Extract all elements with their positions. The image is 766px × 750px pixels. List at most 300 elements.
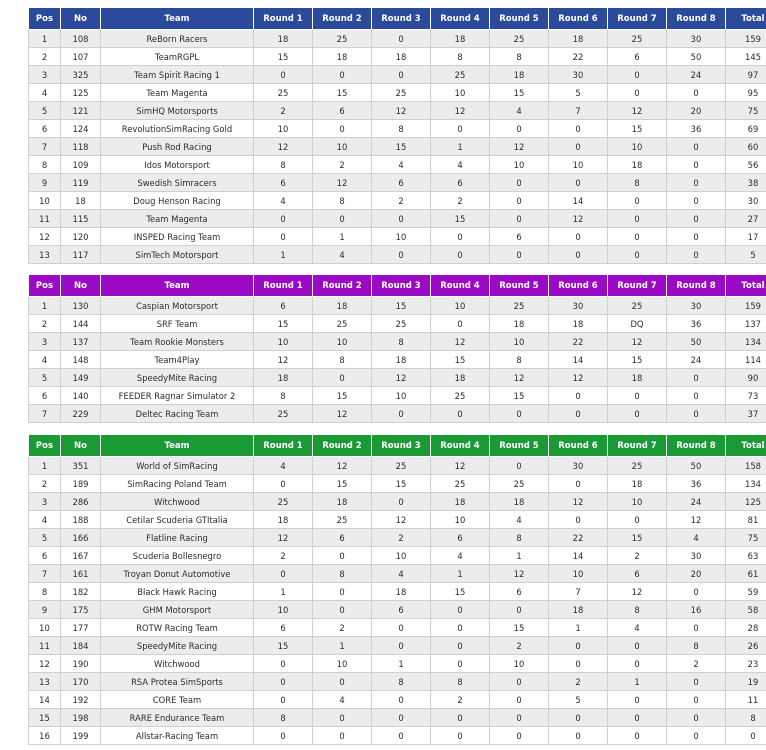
table-cell: 5 xyxy=(29,102,61,120)
table-row xyxy=(29,102,766,120)
table-cell: 0 xyxy=(254,673,313,691)
table-cell: 0 xyxy=(549,405,608,423)
table-cell: 18 xyxy=(490,66,549,84)
table-cell: 18 xyxy=(431,369,490,387)
table-cell: 158 xyxy=(726,457,766,475)
table-row xyxy=(29,457,766,475)
column-header: Round 7 xyxy=(608,435,667,457)
table-cell: 15 xyxy=(490,387,549,405)
table-cell: 12 xyxy=(254,529,313,547)
table-cell: 0 xyxy=(313,673,372,691)
table-cell: 0 xyxy=(549,709,608,727)
table-cell: 0 xyxy=(313,120,372,138)
table-cell: 8 xyxy=(313,351,372,369)
column-header: Round 4 xyxy=(431,8,490,30)
table-cell: 14 xyxy=(29,691,61,709)
table-row xyxy=(29,246,766,264)
table-cell: 16 xyxy=(29,727,61,745)
table-cell: 18 xyxy=(313,493,372,511)
table-row xyxy=(29,583,766,601)
table-cell: 0 xyxy=(549,246,608,264)
table-cell: 10 xyxy=(254,120,313,138)
table-cell: 0 xyxy=(372,691,431,709)
column-header: Total xyxy=(726,8,766,30)
table-cell: 0 xyxy=(549,174,608,192)
table-cell: 22 xyxy=(549,333,608,351)
table-cell: Troyan Donut Automotive xyxy=(101,565,254,583)
table-row xyxy=(29,601,766,619)
table-cell: 10 xyxy=(549,156,608,174)
table-cell: 6 xyxy=(29,387,61,405)
table-cell: 58 xyxy=(726,601,766,619)
table-cell: 4 xyxy=(608,619,667,637)
table-cell: SpeedyMite Racing xyxy=(101,637,254,655)
table-cell: 10 xyxy=(431,84,490,102)
table-cell: 0 xyxy=(254,475,313,493)
table-cell: 30 xyxy=(667,547,726,565)
table-cell: 0 xyxy=(490,405,549,423)
table-cell: 0 xyxy=(254,210,313,228)
table-cell: 2 xyxy=(608,547,667,565)
table-cell: 0 xyxy=(608,84,667,102)
table-cell: 2 xyxy=(313,156,372,174)
table-cell: 199 xyxy=(61,727,101,745)
table-cell: 0 xyxy=(431,315,490,333)
table-cell: 0 xyxy=(667,192,726,210)
table-cell: SimHQ Motorsports xyxy=(101,102,254,120)
column-header: Round 4 xyxy=(431,275,490,297)
table-cell: 12 xyxy=(549,210,608,228)
table-cell: 6 xyxy=(372,174,431,192)
table-cell: 4 xyxy=(313,691,372,709)
table-cell: Witchwood xyxy=(101,655,254,673)
table-row xyxy=(29,691,766,709)
table-cell: 0 xyxy=(431,246,490,264)
column-header: Round 5 xyxy=(490,435,549,457)
table-cell: 4 xyxy=(431,156,490,174)
table-cell: 18 xyxy=(490,493,549,511)
table-cell: 8 xyxy=(667,637,726,655)
table-cell: 25 xyxy=(608,457,667,475)
table-cell: 0 xyxy=(608,66,667,84)
table-cell: 0 xyxy=(549,228,608,246)
table-cell: 22 xyxy=(549,529,608,547)
table-cell: 2 xyxy=(549,673,608,691)
table-cell: 12 xyxy=(29,655,61,673)
table-cell: 24 xyxy=(667,66,726,84)
table-row xyxy=(29,138,766,156)
table-cell: CORE Team xyxy=(101,691,254,709)
table-cell: 59 xyxy=(726,583,766,601)
table-cell: 25 xyxy=(254,405,313,423)
table-cell: 1 xyxy=(29,30,61,48)
table-row xyxy=(29,547,766,565)
table-cell: 1 xyxy=(254,246,313,264)
standings-table-class-1 xyxy=(28,7,766,264)
table-cell: 3 xyxy=(29,493,61,511)
table-cell: 120 xyxy=(61,228,101,246)
table-cell: 6 xyxy=(29,547,61,565)
table-row xyxy=(29,192,766,210)
table-cell: 4 xyxy=(29,351,61,369)
table-cell: 27 xyxy=(726,210,766,228)
table-cell: 15 xyxy=(29,709,61,727)
table-cell: 137 xyxy=(726,315,766,333)
table-cell: 0 xyxy=(254,691,313,709)
table-cell: 0 xyxy=(431,727,490,745)
table-cell: Team Rookie Monsters xyxy=(101,333,254,351)
table-cell: 10 xyxy=(490,333,549,351)
table-cell: 0 xyxy=(608,691,667,709)
table-cell: 1 xyxy=(431,565,490,583)
table-cell: Deltec Racing Team xyxy=(101,405,254,423)
table-cell: 15 xyxy=(254,48,313,66)
table-cell: 90 xyxy=(726,369,766,387)
table-cell: 148 xyxy=(61,351,101,369)
table-cell: GHM Motorsport xyxy=(101,601,254,619)
table-cell: Witchwood xyxy=(101,493,254,511)
table-cell: 0 xyxy=(372,405,431,423)
table-cell: 159 xyxy=(726,30,766,48)
table-cell: 192 xyxy=(61,691,101,709)
table-cell: 8 xyxy=(608,174,667,192)
table-cell: 10 xyxy=(254,333,313,351)
table-cell: 25 xyxy=(313,315,372,333)
table-cell: 0 xyxy=(549,511,608,529)
table-cell: 3 xyxy=(29,333,61,351)
column-header: Round 5 xyxy=(490,8,549,30)
table-cell: 0 xyxy=(431,405,490,423)
table-cell: 0 xyxy=(313,210,372,228)
table-cell: 6 xyxy=(431,174,490,192)
table-cell: 2 xyxy=(29,475,61,493)
table-row xyxy=(29,333,766,351)
column-header: Round 2 xyxy=(313,275,372,297)
header-row xyxy=(29,8,766,30)
table-row xyxy=(29,48,766,66)
table-cell: 8 xyxy=(313,565,372,583)
table-cell: 69 xyxy=(726,120,766,138)
table-cell: DQ xyxy=(608,315,667,333)
table-cell: 15 xyxy=(608,529,667,547)
table-cell: 108 xyxy=(61,30,101,48)
column-header: Round 2 xyxy=(313,435,372,457)
column-header: Total xyxy=(726,275,766,297)
column-header: Round 7 xyxy=(608,275,667,297)
table-cell: 18 xyxy=(254,511,313,529)
table-cell: SimRacing Poland Team xyxy=(101,475,254,493)
table-cell: 18 xyxy=(608,369,667,387)
table-cell: 18 xyxy=(313,297,372,315)
column-header: Round 5 xyxy=(490,275,549,297)
table-row xyxy=(29,84,766,102)
column-header: Pos xyxy=(29,8,61,30)
table-cell: 0 xyxy=(490,673,549,691)
table-cell: 38 xyxy=(726,174,766,192)
table-cell: 25 xyxy=(490,30,549,48)
column-header: Round 3 xyxy=(372,8,431,30)
table-cell: 109 xyxy=(61,156,101,174)
table-cell: 12 xyxy=(372,369,431,387)
column-header: Round 1 xyxy=(254,8,313,30)
table-cell: 24 xyxy=(667,351,726,369)
table-cell: 30 xyxy=(549,66,608,84)
table-cell: 0 xyxy=(667,228,726,246)
table-cell: 229 xyxy=(61,405,101,423)
table-cell: 121 xyxy=(61,102,101,120)
table-cell: 2 xyxy=(29,315,61,333)
table-row xyxy=(29,351,766,369)
table-cell: 6 xyxy=(29,120,61,138)
table-cell: 189 xyxy=(61,475,101,493)
table-cell: 63 xyxy=(726,547,766,565)
table-cell: 6 xyxy=(313,529,372,547)
table-cell: 8 xyxy=(372,673,431,691)
table-cell: 159 xyxy=(726,297,766,315)
table-cell: 0 xyxy=(372,493,431,511)
table-cell: 25 xyxy=(490,297,549,315)
column-header: Team xyxy=(101,435,254,457)
table-cell: TeamRGPL xyxy=(101,48,254,66)
table-cell: 7 xyxy=(29,138,61,156)
table-cell: 0 xyxy=(667,246,726,264)
table-cell: 0 xyxy=(490,192,549,210)
table-cell: 286 xyxy=(61,493,101,511)
table-cell: 8 xyxy=(254,709,313,727)
table-cell: 11 xyxy=(726,691,766,709)
table-cell: 0 xyxy=(608,511,667,529)
table-cell: 6 xyxy=(490,228,549,246)
table-cell: 124 xyxy=(61,120,101,138)
table-cell: 0 xyxy=(608,405,667,423)
table-cell: 0 xyxy=(608,655,667,673)
table-cell: 97 xyxy=(726,66,766,84)
table-cell: 12 xyxy=(372,511,431,529)
table-cell: 5 xyxy=(29,369,61,387)
table-cell: 8 xyxy=(608,601,667,619)
table-cell: 0 xyxy=(608,192,667,210)
column-header: Round 6 xyxy=(549,435,608,457)
table-cell: 0 xyxy=(549,120,608,138)
table-cell: 0 xyxy=(667,138,726,156)
table-cell: 0 xyxy=(608,210,667,228)
table-cell: World of SimRacing xyxy=(101,457,254,475)
table-cell: 18 xyxy=(608,475,667,493)
table-cell: Team Magenta xyxy=(101,210,254,228)
table-cell: 4 xyxy=(431,547,490,565)
table-cell: 0 xyxy=(667,156,726,174)
table-cell: 18 xyxy=(372,48,431,66)
table-cell: 8 xyxy=(254,156,313,174)
table-cell: Black Hawk Racing xyxy=(101,583,254,601)
table-cell: FEEDER Ragnar Simulator 2 xyxy=(101,387,254,405)
table-cell: 0 xyxy=(372,709,431,727)
table-cell: 0 xyxy=(431,619,490,637)
table-cell: 14 xyxy=(549,192,608,210)
table-cell: 12 xyxy=(29,228,61,246)
table-cell: 60 xyxy=(726,138,766,156)
table-cell: 2 xyxy=(372,529,431,547)
table-cell: 0 xyxy=(490,601,549,619)
table-cell: 0 xyxy=(726,727,766,745)
table-cell: 25 xyxy=(431,66,490,84)
table-cell: 0 xyxy=(490,174,549,192)
table-cell: 0 xyxy=(667,387,726,405)
table-cell: Idos Motorsport xyxy=(101,156,254,174)
column-header: Round 4 xyxy=(431,435,490,457)
column-header: No xyxy=(61,275,101,297)
table-cell: 0 xyxy=(667,727,726,745)
column-header: Pos xyxy=(29,435,61,457)
table-cell: 8 xyxy=(490,48,549,66)
table-cell: 166 xyxy=(61,529,101,547)
table-cell: 1 xyxy=(254,583,313,601)
table-cell: 6 xyxy=(608,48,667,66)
table-cell: 8 xyxy=(372,120,431,138)
table-cell: 18 xyxy=(313,48,372,66)
table-cell: 25 xyxy=(372,315,431,333)
table-cell: 12 xyxy=(490,138,549,156)
table-cell: 0 xyxy=(549,727,608,745)
table-cell: 167 xyxy=(61,547,101,565)
table-cell: 137 xyxy=(61,333,101,351)
table-cell: 3 xyxy=(29,66,61,84)
table-cell: 95 xyxy=(726,84,766,102)
table-cell: 12 xyxy=(313,405,372,423)
table-cell: 190 xyxy=(61,655,101,673)
table-cell: 2 xyxy=(313,619,372,637)
table-cell: 107 xyxy=(61,48,101,66)
table-cell: 30 xyxy=(667,30,726,48)
table-cell: 10 xyxy=(29,192,61,210)
table-cell: 140 xyxy=(61,387,101,405)
table-row xyxy=(29,637,766,655)
table-cell: 115 xyxy=(61,210,101,228)
table-cell: SimTech Motorsport xyxy=(101,246,254,264)
table-cell: 6 xyxy=(313,102,372,120)
table-cell: 0 xyxy=(313,66,372,84)
column-header: No xyxy=(61,435,101,457)
table-cell: 10 xyxy=(313,655,372,673)
table-cell: 18 xyxy=(431,30,490,48)
table-cell: 2 xyxy=(372,192,431,210)
table-cell: 0 xyxy=(254,66,313,84)
table-cell: 12 xyxy=(254,138,313,156)
table-cell: 6 xyxy=(254,297,313,315)
table-row xyxy=(29,565,766,583)
table-row xyxy=(29,66,766,84)
table-row xyxy=(29,493,766,511)
table-cell: 0 xyxy=(608,637,667,655)
table-cell: 170 xyxy=(61,673,101,691)
table-cell: 10 xyxy=(372,387,431,405)
table-cell: 1 xyxy=(313,637,372,655)
table-cell: 14 xyxy=(549,351,608,369)
table-cell: 1 xyxy=(29,457,61,475)
table-cell: 20 xyxy=(667,102,726,120)
table-cell: 15 xyxy=(254,637,313,655)
table-cell: 30 xyxy=(549,297,608,315)
table-cell: 10 xyxy=(29,619,61,637)
table-cell: 0 xyxy=(254,655,313,673)
column-header: Round 8 xyxy=(667,435,726,457)
table-cell: 81 xyxy=(726,511,766,529)
table-row xyxy=(29,529,766,547)
table-row xyxy=(29,709,766,727)
column-header: Total xyxy=(726,435,766,457)
table-row xyxy=(29,120,766,138)
table-cell: 75 xyxy=(726,102,766,120)
table-cell: 8 xyxy=(431,673,490,691)
table-row xyxy=(29,369,766,387)
table-row xyxy=(29,511,766,529)
table-cell: 8 xyxy=(490,351,549,369)
table-cell: 12 xyxy=(254,351,313,369)
column-header: Round 7 xyxy=(608,8,667,30)
table-cell: 161 xyxy=(61,565,101,583)
table-cell: 7 xyxy=(29,405,61,423)
table-cell: 25 xyxy=(608,30,667,48)
table-cell: 6 xyxy=(254,174,313,192)
table-cell: 15 xyxy=(372,138,431,156)
table-cell: 0 xyxy=(490,210,549,228)
table-cell: 0 xyxy=(313,547,372,565)
table-cell: 149 xyxy=(61,369,101,387)
table-cell: 0 xyxy=(608,709,667,727)
table-cell: 5 xyxy=(549,84,608,102)
table-cell: 119 xyxy=(61,174,101,192)
table-cell: 9 xyxy=(29,174,61,192)
table-cell: 8 xyxy=(372,333,431,351)
table-cell: 15 xyxy=(608,351,667,369)
table-cell: 6 xyxy=(372,601,431,619)
table-cell: 28 xyxy=(726,619,766,637)
table-cell: 0 xyxy=(254,727,313,745)
table-cell: 36 xyxy=(667,120,726,138)
table-cell: 0 xyxy=(372,30,431,48)
table-cell: RARE Endurance Team xyxy=(101,709,254,727)
table-cell: INSPED Racing Team xyxy=(101,228,254,246)
table-cell: 12 xyxy=(372,102,431,120)
table-row xyxy=(29,156,766,174)
table-row xyxy=(29,315,766,333)
table-cell: 10 xyxy=(549,565,608,583)
table-cell: 0 xyxy=(608,228,667,246)
table-cell: 5 xyxy=(29,529,61,547)
table-cell: 0 xyxy=(667,369,726,387)
table-cell: 2 xyxy=(29,48,61,66)
table-cell: 0 xyxy=(372,637,431,655)
table-cell: 0 xyxy=(372,66,431,84)
column-header: Round 1 xyxy=(254,275,313,297)
table-cell: 15 xyxy=(313,84,372,102)
table-cell: 19 xyxy=(726,673,766,691)
table-cell: 10 xyxy=(313,138,372,156)
table-cell: 75 xyxy=(726,529,766,547)
table-cell: 117 xyxy=(61,246,101,264)
column-header: Round 6 xyxy=(549,8,608,30)
table-cell: 36 xyxy=(667,315,726,333)
table-cell: 10 xyxy=(372,228,431,246)
table-row xyxy=(29,210,766,228)
table-cell: 15 xyxy=(313,387,372,405)
table-cell: 18 xyxy=(61,192,101,210)
table-cell: 61 xyxy=(726,565,766,583)
table-cell: 50 xyxy=(667,48,726,66)
table-cell: 114 xyxy=(726,351,766,369)
table-cell: 15 xyxy=(313,475,372,493)
table-cell: 0 xyxy=(667,673,726,691)
